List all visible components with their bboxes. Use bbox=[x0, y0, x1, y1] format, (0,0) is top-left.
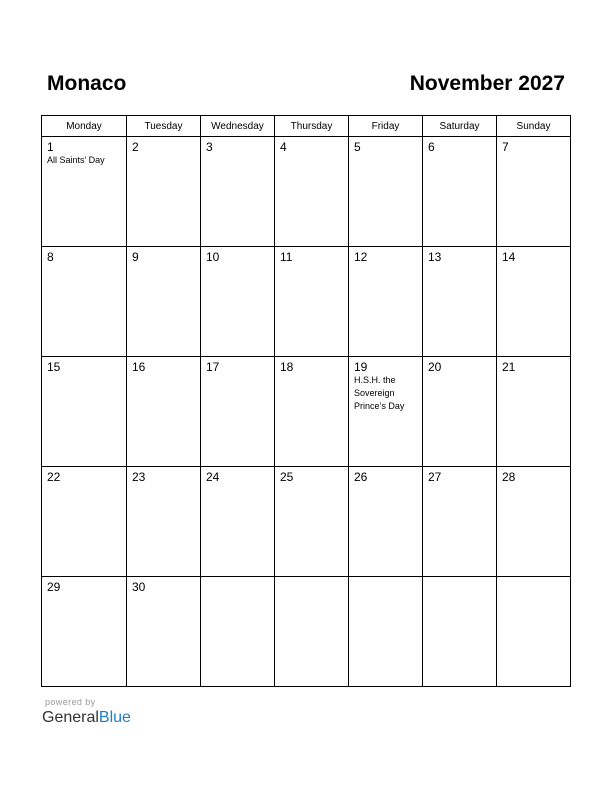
day-number: 7 bbox=[502, 140, 509, 154]
day-number: 5 bbox=[354, 140, 361, 154]
day-cell bbox=[42, 247, 127, 357]
day-cell bbox=[201, 467, 275, 577]
weekday-header: Tuesday bbox=[127, 116, 201, 137]
day-cell bbox=[275, 247, 349, 357]
day-number: 13 bbox=[428, 250, 442, 264]
day-number: 9 bbox=[132, 250, 139, 264]
week-row bbox=[42, 467, 571, 577]
calendar-month-title: November 2027 bbox=[409, 72, 565, 95]
day-number: 15 bbox=[47, 360, 61, 374]
empty-day-cell bbox=[423, 577, 497, 687]
day-cell bbox=[127, 357, 201, 467]
day-cell bbox=[423, 137, 497, 247]
calendar-country-title: Monaco bbox=[47, 72, 127, 95]
day-cell bbox=[201, 357, 275, 467]
calendar-grid bbox=[41, 115, 571, 687]
day-number: 11 bbox=[280, 250, 293, 264]
day-cell bbox=[127, 247, 201, 357]
day-number: 25 bbox=[280, 470, 294, 484]
day-number: 12 bbox=[354, 250, 368, 264]
day-number: 1 bbox=[47, 140, 54, 154]
day-number: 27 bbox=[428, 470, 442, 484]
day-cell bbox=[349, 137, 423, 247]
weekday-header: Friday bbox=[349, 116, 423, 137]
day-cell bbox=[497, 247, 571, 357]
day-number: 2 bbox=[132, 140, 139, 154]
weekday-header: Monday bbox=[42, 116, 127, 137]
day-number: 3 bbox=[206, 140, 213, 154]
brand-blue-text: Blue bbox=[98, 709, 131, 726]
empty-day-cell bbox=[201, 577, 275, 687]
powered-by-label: powered by bbox=[45, 697, 96, 707]
day-cell bbox=[42, 357, 127, 467]
day-number: 6 bbox=[428, 140, 435, 154]
day-number: 28 bbox=[502, 470, 516, 484]
day-cell bbox=[42, 137, 127, 247]
day-number: 26 bbox=[354, 470, 368, 484]
day-cell bbox=[423, 247, 497, 357]
generalblue-logo bbox=[42, 708, 131, 728]
day-cell bbox=[127, 467, 201, 577]
day-cell bbox=[497, 137, 571, 247]
empty-day-cell bbox=[349, 577, 423, 687]
day-number: 18 bbox=[280, 360, 294, 374]
day-number: 24 bbox=[206, 470, 220, 484]
holiday-label: H.S.H. the Sovereign Prince’s Day bbox=[354, 375, 405, 411]
week-row bbox=[42, 247, 571, 357]
day-number: 29 bbox=[47, 580, 61, 594]
weekday-header: Wednesday bbox=[201, 116, 275, 137]
weekday-header-row bbox=[42, 116, 571, 137]
day-cell bbox=[349, 247, 423, 357]
day-number: 4 bbox=[280, 140, 287, 154]
day-cell bbox=[349, 467, 423, 577]
day-number: 20 bbox=[428, 360, 442, 374]
day-cell bbox=[201, 137, 275, 247]
holiday-label: All Saints’ Day bbox=[47, 155, 105, 165]
empty-day-cell bbox=[275, 577, 349, 687]
day-number: 10 bbox=[206, 250, 220, 264]
day-cell bbox=[127, 577, 201, 687]
day-number: 23 bbox=[132, 470, 146, 484]
day-cell bbox=[423, 467, 497, 577]
day-number: 14 bbox=[502, 250, 516, 264]
day-number: 17 bbox=[206, 360, 220, 374]
day-cell bbox=[423, 357, 497, 467]
day-cell bbox=[497, 357, 571, 467]
day-cell bbox=[127, 137, 201, 247]
day-number: 16 bbox=[132, 360, 146, 374]
week-row bbox=[42, 577, 571, 687]
day-cell bbox=[42, 577, 127, 687]
day-number: 19 bbox=[354, 360, 368, 374]
day-cell bbox=[349, 357, 423, 467]
day-number: 8 bbox=[47, 250, 54, 264]
brand-general-text: General bbox=[42, 709, 99, 726]
day-number: 21 bbox=[502, 360, 516, 374]
day-cell bbox=[497, 467, 571, 577]
empty-day-cell bbox=[497, 577, 571, 687]
day-number: 22 bbox=[47, 470, 61, 484]
day-cell bbox=[201, 247, 275, 357]
day-cell bbox=[42, 467, 127, 577]
day-cell bbox=[275, 357, 349, 467]
day-cell bbox=[275, 467, 349, 577]
weekday-header: Thursday bbox=[275, 116, 349, 137]
week-row bbox=[42, 357, 571, 467]
weekday-header: Sunday bbox=[497, 116, 571, 137]
week-row bbox=[42, 137, 571, 247]
day-number: 30 bbox=[132, 580, 146, 594]
weekday-header: Saturday bbox=[423, 116, 497, 137]
day-cell bbox=[275, 137, 349, 247]
